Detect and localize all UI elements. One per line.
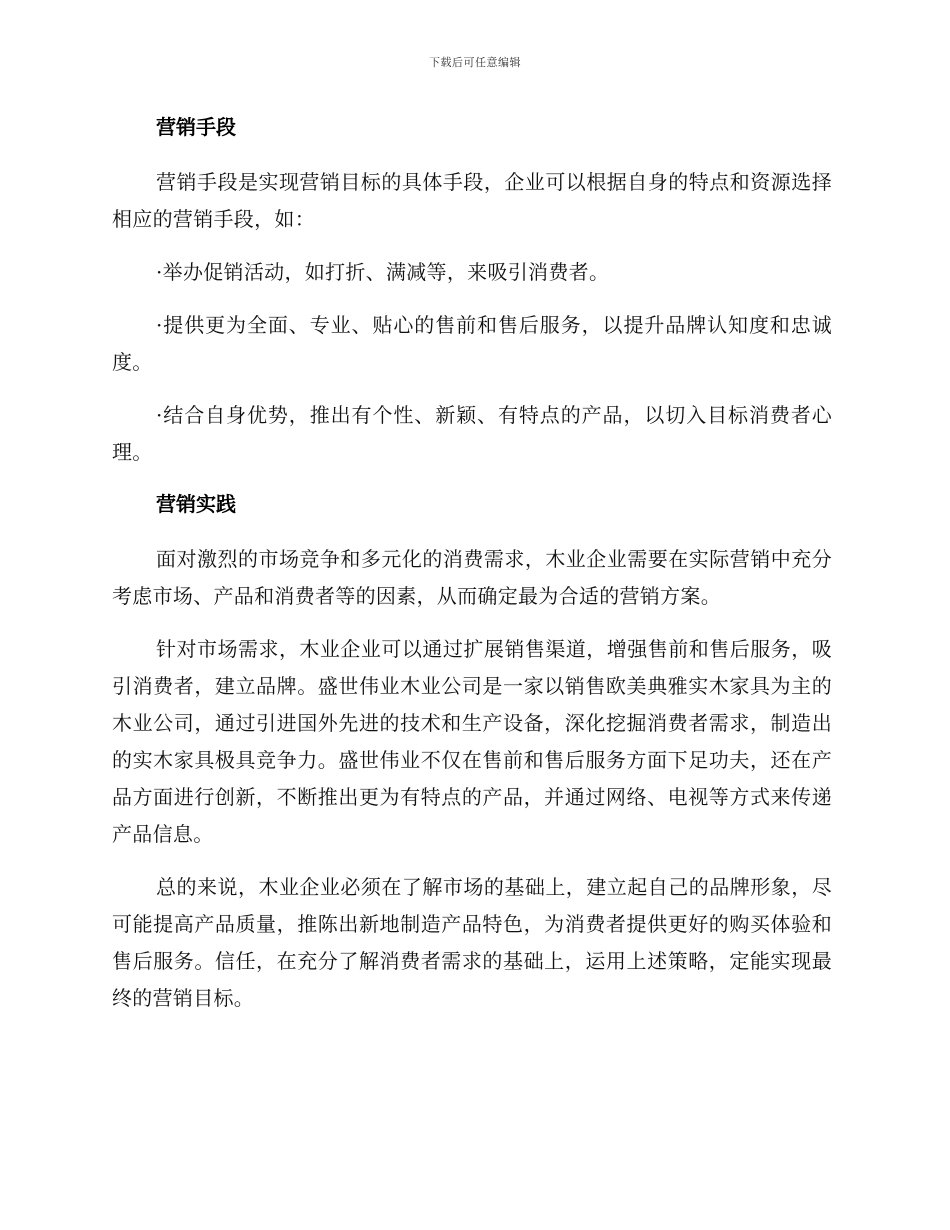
header-note: 下载后可任意编辑 [429,56,521,69]
paragraph: 针对市场需求，木业企业可以通过扩展销售渠道，增强售前和售后服务，吸引消费者，建立品牌。盛世伟业木业公司是一家以销售欧美典雅实木家具为主的木业公司，通过引进国外先进的技术和生产设备，深化挖掘消费者需求，制造出的实木家具极具竞争力。盛世伟业不仅在售前和售后服务方面下足功夫，还在产品方面进行创新，不断推出更为有特点的产品，并通过网络、电视等方式来传递产品信息。 [112,637,832,846]
section-heading: 营销实践 [156,492,236,516]
document-body [112,110,832,1033]
section-marketing-means [112,110,832,471]
paragraph: 面对激烈的市场竞争和多元化的消费需求，木业企业需要在实际营销中充分考虑市场、产品和消费者等的因素，从而确定最为合适的营销方案。 [112,547,832,608]
section-marketing-practice [112,487,832,1017]
section-heading: 营销手段 [156,115,236,139]
bullet-item: ·结合自身优势，推出有个性、新颖、有特点的产品，以切入目标消费者心理。 [112,403,832,464]
bullet-item: ·提供更为全面、专业、贴心的售前和售后服务，以提升品牌认知度和忠诚度。 [112,313,832,374]
paragraph: 总的来说，木业企业必须在了解市场的基础上，建立起自己的品牌形象，尽可能提高产品质量，推陈出新地制造产品特色，为消费者提供更好的购买体验和售后服务。信任，在充分了解消费者需求的基础上，运用上述策略，定能实现最终的营销目标。 [112,875,832,1010]
bullet-item: ·举办促销活动，如打折、满减等，来吸引消费者。 [156,260,610,284]
paragraph: 营销手段是实现营销目标的具体手段，企业可以根据自身的特点和资源选择相应的营销手段，如： [112,170,832,231]
